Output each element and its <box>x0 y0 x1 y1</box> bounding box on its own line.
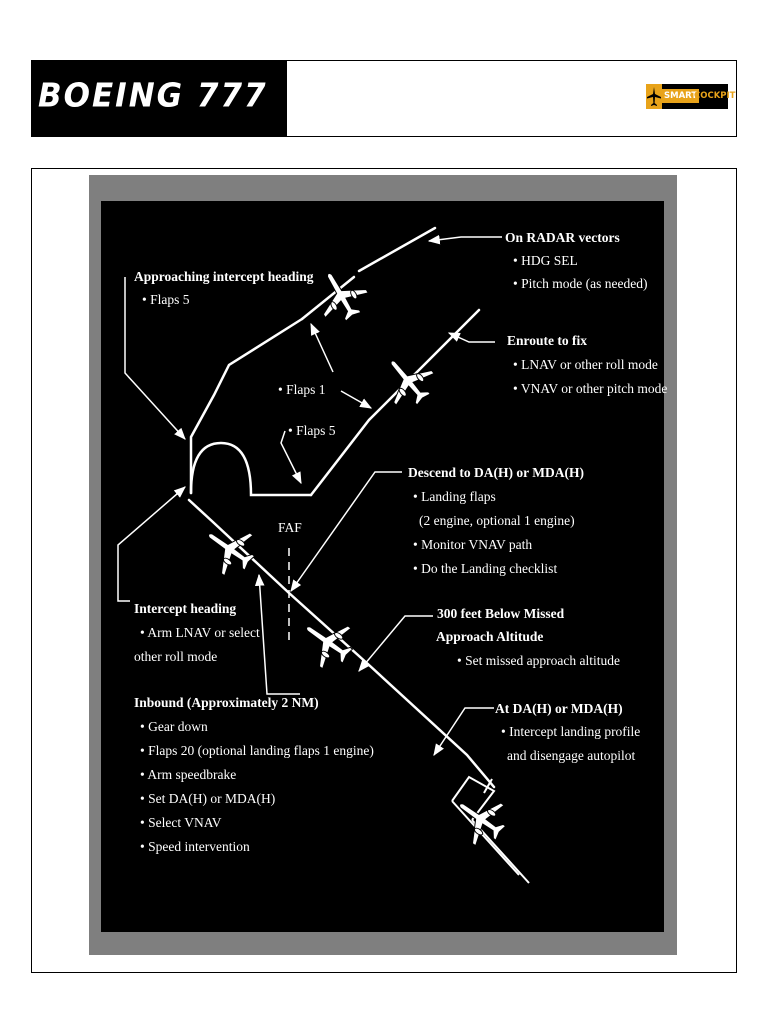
callout-item: • Arm LNAV or select <box>140 625 260 640</box>
callout-title: On RADAR vectors <box>505 230 620 245</box>
callout-item: and disengage autopilot <box>507 748 636 763</box>
logo-cockpit-text: COCKPIT <box>694 91 736 101</box>
callout-item: other roll mode <box>134 649 218 664</box>
callout-title: Enroute to fix <box>507 333 587 348</box>
callout-item: • Set missed approach altitude <box>457 653 620 668</box>
callout-title: Approaching intercept heading <box>134 269 314 284</box>
airplane-icon <box>646 84 662 109</box>
callout-item: • Flaps 20 (optional landing flaps 1 engine) <box>140 743 374 758</box>
callout-item: • Arm speedbrake <box>140 767 237 782</box>
faf-label: FAF <box>278 520 302 535</box>
callout-title: Inbound (Approximately 2 NM) <box>134 695 319 710</box>
callout-item: • Intercept landing profile <box>501 724 641 739</box>
callout-da-mda <box>495 701 640 763</box>
diagram-canvas <box>89 175 677 955</box>
page-header <box>31 60 737 137</box>
logo-smart-text: SMART <box>664 91 698 101</box>
callout-item: • HDG SEL <box>513 253 578 268</box>
page-title: BOEING 777 <box>38 77 268 115</box>
callout-item: • Select VNAV <box>140 815 222 830</box>
callout-item: • Do the Landing checklist <box>413 561 558 576</box>
callout-item: • VNAV or other pitch mode <box>513 381 668 396</box>
callout-item: • Flaps 5 <box>142 292 190 307</box>
callout-title: Approach Altitude <box>436 629 544 644</box>
title-block <box>32 61 287 136</box>
callout-item: • Pitch mode (as needed) <box>513 276 648 291</box>
callout-title: Descend to DA(H) or MDA(H) <box>408 465 584 480</box>
callout-title: At DA(H) or MDA(H) <box>495 701 623 716</box>
smartcockpit-logo <box>646 84 736 109</box>
approach-diagram <box>89 175 677 955</box>
callout-item: • Monitor VNAV path <box>413 537 533 552</box>
callout-item: • Set DA(H) or MDA(H) <box>140 791 276 806</box>
callout-flaps-5: • Flaps 5 <box>288 423 336 438</box>
callout-item: • LNAV or other roll mode <box>513 357 658 372</box>
callout-item: • Landing flaps <box>413 489 496 504</box>
callout-title: Intercept heading <box>134 601 237 616</box>
callout-flaps-1: • Flaps 1 <box>278 382 326 397</box>
callout-title: 300 feet Below Missed <box>437 606 565 621</box>
callout-item: (2 engine, optional 1 engine) <box>419 513 575 528</box>
callout-item: • Speed intervention <box>140 839 250 854</box>
callout-item: • Gear down <box>140 719 208 734</box>
